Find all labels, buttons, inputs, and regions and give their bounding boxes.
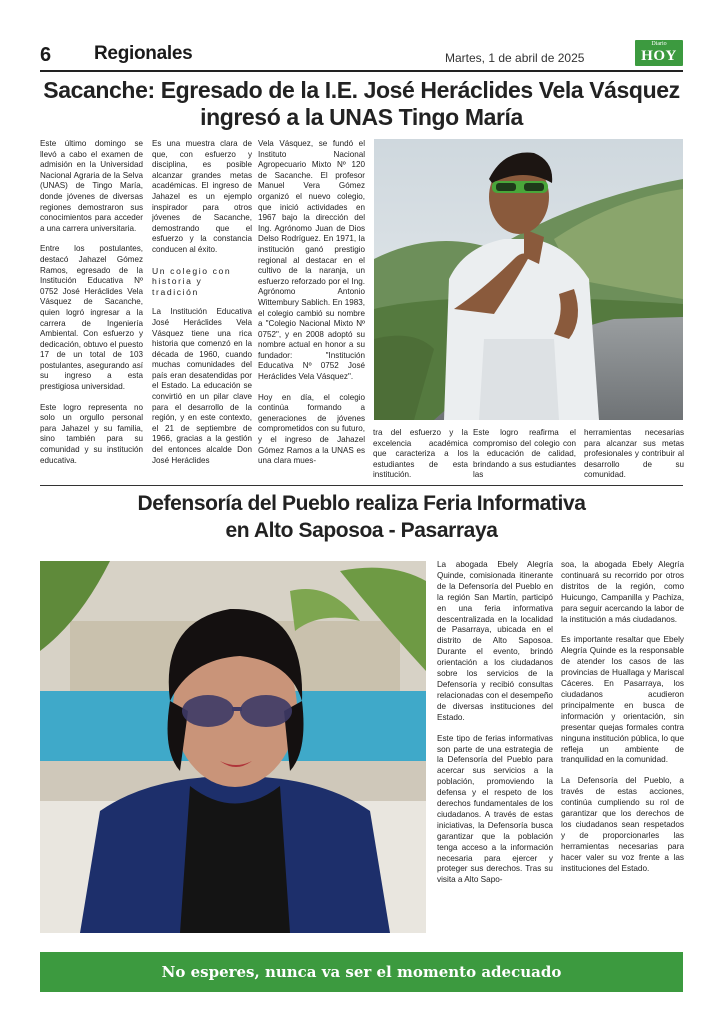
paragraph: Este logro reafirma el compromiso del colegio con la educación de calidad, brindando a sus estudiantes las [473, 428, 576, 480]
article1-headline-line2: ingresó a la UNAS Tingo María [200, 104, 523, 130]
paragraph: Este último domingo se llevó a cabo el examen de admisión en la Universidad Nacional Agraria de la Selva (UNAS) de Tingo María, donde jóvenes de diversas regiones demostraron sus conocimientos para acceder a una carrera universitaria. [40, 139, 143, 233]
issue-date: Martes, 1 de abril de 2025 [445, 51, 585, 65]
header-rule [40, 70, 683, 72]
page-number: 6 [40, 44, 52, 66]
paragraph: La abogada Ebely Alegría Quinde, comisionada itinerante de la Defensoría del Pueblo en la región San Martín, participó en una feria informativa descentralizada en la localidad de Pasarraya, ubicada en el distrito de Alto Saposoa. Durante el evento, brindó orientación a los ciudadanos sobre los servicios de la Defensoría y recibió consultas relacionadas con el desempeño de diversas instituciones del Estado. [437, 560, 553, 722]
paragraph: Este logro representa no solo un orgullo personal para Jahazel y su familia, sino también para su comunidad y su institución educativa. [40, 402, 143, 465]
article1-column-6 [584, 428, 684, 480]
article-divider [40, 485, 683, 486]
logo-big-text: HOY [641, 48, 677, 64]
footer-banner: No esperes, nunca va ser el momento adecuado [40, 952, 683, 992]
article1-subhead: Un colegio con historia y tradición [152, 265, 232, 297]
article1-column-1 [40, 139, 143, 479]
article1-column-3 [258, 139, 365, 479]
logo-small-text: Diario [651, 41, 667, 47]
paragraph: Es importante resaltar que Ebely Alegría Quinde es la responsable de atender los casos de las provincias de Huallaga y Mariscal Cáceres. En Pasarraya, los ciudadanos acudieron principalmente en busca de información y orientación, sin presentar quejas formales contra ninguna institución pública, lo que refleja un ambiente de tranquilidad en la comunidad. [561, 635, 684, 765]
paragraph: tra del esfuerzo y la excelencia académica que caracteriza a los estudiantes de esta institución. [373, 428, 468, 480]
lawyer-photo [40, 561, 426, 933]
article2-headline-line1: Defensoría del Pueblo realiza Feria Informativa [137, 492, 586, 515]
section-title: Regionales [94, 43, 193, 64]
paragraph: La Institución Educativa José Heráclides Vela Vásquez tiene una rica historia que comenzó en la década de 1960, cuando muchas comunidades del país eran desatendidas por el Estado. La educación se convirtió en un pilar clave para el desarrollo de la región, y en este contexto, el 21 de septiembre de 1966, gracias a la gestión del entonces alcalde Don José Heráclides [152, 307, 252, 465]
paragraph: Vela Vásquez, se fundó el Instituto Nacional Agropecuario Mixto Nº 120 de Sacanche. El profesor Manuel Vera Gómez organizó el nuevo colegio, que inició actividades en 1967 bajo la dirección del Ing. Agrónomo Juan de Dios Delso Rodríguez. En 1971, la institución ganó prestigio regional al destacar en el cultivo de la naranja, un esfuerzo reforzado por el Ing. Agrónomo Antonio Wittembury Sablich. En 1983, el colegio cambió su nombre a "Colegio Nacional Mixto Nº 0752", y en 2008 adoptó su nombre actual en honor a su fundador: "Institución Educativa Nº 0752 José Heráclides Vela Vásquez". [258, 139, 365, 382]
paragraph: Este tipo de ferias informativas son parte de una estrategia de la Defensoría del Pueblo para acercar sus servicios a la población, promoviendo la defensa y el respeto de los derechos fundamentales de los ciudadanos. A través de estas iniciativas, la Defensoría busca garantizar que la población tenga acceso a la información necesaria para ejercer y proteger sus derechos. Tras su visita a Alto Sapo- [437, 733, 553, 885]
article1-column-4 [373, 428, 468, 480]
article2-column-1 [437, 560, 553, 940]
article2-column-2 [561, 560, 684, 940]
article2-headline-line2: en Alto Saposoa - Pasarraya [225, 519, 498, 542]
student-photo [374, 139, 683, 420]
article1-headline [40, 77, 683, 131]
paragraph: soa, la abogada Ebely Alegría continuará su recorrido por otros distritos de la región, como Huicungo, Campanilla y Pachiza, para seguir acercando la labor de la institución a más ciudadanos. [561, 560, 684, 624]
paragraph: herramientas necesarias para alcanzar sus metas profesionales y contribuir al desarrollo de su comunidad. [584, 428, 684, 480]
paragraph: Entre los postulantes, destacó Jahazel Gómez Ramos, egresado de la Institución Educativa Nº 0752 José Heráclides Vela Vásquez de Sacanche, quien logró ingresar a la carrera de Ingeniería Ambiental. Con esfuerzo y dedicación, obtuvo el puesto 17 de un total de 103 postulantes, asegurando así su ingreso a esta prestigiosa universidad. [40, 244, 143, 392]
paragraph: Hoy en día, el colegio continúa formando a generaciones de jóvenes comprometidos con su futuro, y el ingreso de Jahazel Gómez Ramos a la UNAS es una clara mues- [258, 392, 365, 466]
article2-headline [40, 490, 683, 544]
article1-column-5 [473, 428, 576, 480]
article1-column-2 [152, 139, 252, 479]
paragraph: La Defensoría del Pueblo, a través de estas acciones, continúa cumpliendo su rol de garantizar que los derechos de los ciudadanos sean respetados y de proporcionarles las herramientas necesarias para hacer valer su voz frente a las instituciones del Estado. [561, 776, 684, 873]
newspaper-logo [635, 40, 683, 66]
paragraph: Es una muestra clara de que, con esfuerzo y disciplina, es posible alcanzar grandes metas académicas. El ingreso de Jahazel es un ejemplo inspirador para otros jóvenes de Sacanche, demostrando que el esfuerzo y la constancia conducen al éxito. [152, 139, 252, 254]
article1-headline-line1: Sacanche: Egresado de la I.E. José Heráclides Vela Vásquez [43, 77, 680, 103]
